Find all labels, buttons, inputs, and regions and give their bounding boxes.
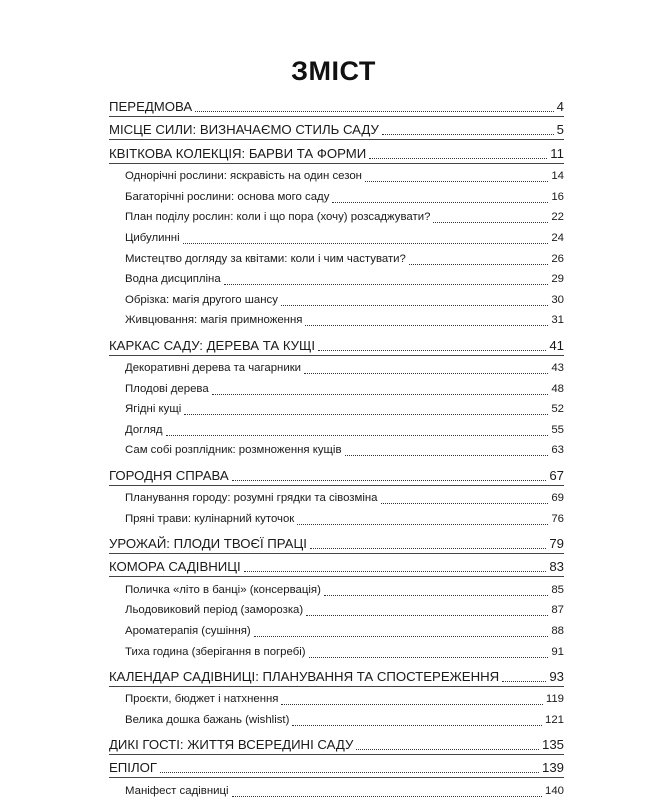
toc-page-number: 140: [544, 784, 564, 797]
toc-entry-label: Водна дисципліна: [125, 273, 221, 286]
dot-leader: [254, 636, 549, 637]
toc-entry-label: КАРКАС САДУ: ДЕРЕВА ТА КУЩІ: [109, 337, 316, 353]
toc-entry-label: Сам собі розплідник: розмноження кущів: [125, 444, 342, 457]
toc-subsection-entry: [109, 620, 564, 641]
toc-page-number: 48: [551, 382, 564, 395]
dot-leader: [232, 796, 542, 797]
toc-page-number: 14: [551, 170, 564, 183]
dot-leader: [292, 725, 542, 726]
toc-chapter-entry: [109, 554, 564, 577]
toc-subsection-entry: [109, 310, 564, 331]
toc-page-number: 55: [551, 423, 564, 436]
toc-entry-label: Однорічні рослини: яскравість на один сезон: [125, 170, 362, 183]
toc-subsection-entry: [109, 419, 564, 440]
dot-leader: [304, 373, 548, 374]
dot-leader: [409, 264, 548, 265]
toc-page-number: 52: [551, 403, 564, 416]
toc-subsection-entry: [109, 780, 564, 801]
toc-entry-label: Декоративні дерева та чагарники: [125, 362, 302, 375]
toc-page-number: 88: [551, 625, 564, 637]
toc-entry-label: Тиха година (зберігання в погребі): [125, 645, 306, 658]
toc-subsection-entry: [109, 641, 564, 662]
dot-leader: [281, 704, 542, 705]
toc-subsection-entry: [109, 508, 564, 529]
toc-subsection-entry: [109, 689, 564, 710]
toc-entry-label: КАЛЕНДАР САДІВНИЦІ: ПЛАНУВАННЯ ТА СПОСТЕРЕЖЕННЯ: [109, 668, 500, 684]
toc-page-number: 43: [551, 362, 564, 375]
dot-leader: [297, 524, 548, 525]
dot-leader: [356, 749, 539, 750]
toc-entry-label: Догляд: [125, 423, 163, 436]
toc-subsection-entry: [109, 600, 564, 621]
toc-entry-label: Багаторічні рослини: основа мого саду: [125, 190, 330, 203]
toc-page-number: 31: [551, 314, 564, 327]
toc-chapter-entry: [109, 732, 564, 755]
toc-entry-label: ГОРОДНЯ СПРАВА: [109, 467, 229, 483]
toc-page-number: 16: [551, 190, 564, 203]
toc-chapter-entry: [109, 462, 564, 485]
dot-leader: [382, 134, 554, 135]
toc-subsection-entry: [109, 166, 564, 187]
toc-subsection-entry: [109, 186, 564, 207]
toc-entry-label: Пряні трави: кулінарний куточок: [125, 512, 295, 525]
dot-leader: [502, 681, 546, 682]
toc-entry-label: Поличка «літо в банці» (консервація): [125, 583, 321, 596]
dot-leader: [433, 222, 548, 223]
toc-entry-label: Ягідні кущі: [125, 403, 182, 416]
toc-page-number: 76: [551, 512, 564, 525]
toc-page-number: 87: [551, 604, 564, 617]
dot-leader: [212, 394, 549, 395]
toc-chapter-entry: [109, 664, 564, 687]
toc-page-number: 63: [551, 444, 564, 457]
toc-page-number: 22: [551, 211, 564, 224]
toc-page-number: 24: [551, 231, 564, 244]
toc-entry-label: Льодовиковий період (заморозка): [125, 604, 304, 617]
toc-entry-label: Обрізка: магія другого шансу: [125, 293, 278, 306]
dot-leader: [305, 325, 548, 326]
toc-entry-label: КВІТКОВА КОЛЕКЦІЯ: БАРВИ ТА ФОРМИ: [109, 145, 367, 161]
dot-leader: [232, 480, 547, 481]
toc-page-number: 91: [551, 645, 564, 658]
dot-leader: [332, 202, 548, 203]
toc-entry-label: ДИКІ ГОСТІ: ЖИТТЯ ВСЕРЕДИНІ САДУ: [109, 737, 354, 753]
toc-chapter-entry: [109, 755, 564, 778]
toc-page-number: 41: [549, 337, 564, 353]
toc-page-number: 119: [545, 693, 564, 706]
dot-leader: [281, 305, 548, 306]
table-of-contents: [109, 94, 564, 801]
dot-leader: [184, 414, 548, 415]
toc-page-number: 69: [551, 492, 564, 505]
toc-page-number: 11: [550, 145, 564, 161]
dot-leader: [309, 657, 549, 658]
dot-leader: [369, 158, 547, 159]
toc-entry-label: Мистецтво догляду за квітами: коли і чим частувати?: [125, 252, 406, 265]
toc-subsection-entry: [109, 289, 564, 310]
toc-subsection-entry: [109, 488, 564, 509]
toc-subsection-entry: [109, 269, 564, 290]
toc-entry-label: ЕПІЛОГ: [109, 760, 157, 776]
toc-entry-label: ПЕРЕДМОВА: [109, 99, 193, 115]
toc-page-number: 85: [551, 583, 564, 596]
toc-page-number: 4: [556, 99, 564, 115]
toc-subsection-entry: [109, 709, 564, 730]
toc-chapter-entry: [109, 332, 564, 355]
dot-leader: [324, 595, 548, 596]
toc-page-number: 135: [541, 737, 564, 753]
toc-entry-label: МІСЦЕ СИЛИ: ВИЗНАЧАЄМО СТИЛЬ САДУ: [109, 122, 379, 138]
toc-page-number: 79: [549, 536, 564, 552]
toc-entry-label: Плодові дерева: [125, 382, 209, 395]
dot-leader: [310, 548, 546, 549]
toc-subsection-entry: [109, 579, 564, 600]
toc-entry-label: Проєкти, бюджет і натхнення: [125, 693, 279, 706]
toc-page-number: 139: [541, 760, 564, 776]
toc-subsection-entry: [109, 399, 564, 420]
toc-entry-label: КОМОРА САДІВНИЦІ: [109, 559, 241, 575]
dot-leader: [224, 284, 549, 285]
toc-entry-label: Маніфест садівниці: [125, 784, 229, 797]
toc-chapter-entry: [109, 531, 564, 554]
dot-leader: [160, 772, 539, 773]
dot-leader: [195, 111, 553, 112]
dot-leader: [365, 181, 548, 182]
dot-leader: [166, 435, 549, 436]
toc-chapter-entry: [109, 140, 564, 163]
dot-leader: [306, 615, 548, 616]
toc-page-number: 26: [551, 252, 564, 265]
dot-leader: [345, 455, 549, 456]
page-title: ЗМІСТ: [291, 56, 376, 86]
toc-page-number: 30: [551, 293, 564, 306]
toc-entry-label: Цибулинні: [125, 231, 180, 244]
dot-leader: [318, 350, 546, 351]
dot-leader: [183, 243, 549, 244]
toc-subsection-entry: [109, 358, 564, 379]
toc-page-number: 83: [549, 559, 564, 575]
toc-entry-label: Ароматерапія (сушіння): [125, 625, 251, 637]
toc-entry-label: Живцювання: магія примноження: [125, 314, 303, 327]
toc-entry-label: Планування городу: розумні грядки та сівозміна: [125, 492, 378, 505]
toc-page-number: 121: [544, 713, 564, 726]
toc-entry-label: Велика дошка бажань (wishlist): [125, 713, 290, 726]
toc-subsection-entry: [109, 440, 564, 461]
toc-subsection-entry: [109, 227, 564, 248]
toc-chapter-entry: [109, 94, 564, 117]
toc-page-number: 93: [549, 668, 564, 684]
toc-entry-label: План поділу рослин: коли і що пора (хочу) розсаджувати?: [125, 211, 431, 224]
toc-subsection-entry: [109, 248, 564, 269]
toc-subsection-entry: [109, 207, 564, 228]
toc-page-number: 5: [556, 122, 564, 138]
toc-page-number: 67: [549, 467, 564, 483]
toc-entry-label: УРОЖАЙ: ПЛОДИ ТВОЄЇ ПРАЦІ: [109, 536, 307, 552]
dot-leader: [381, 503, 549, 504]
dot-leader: [244, 571, 547, 572]
toc-page-number: 29: [551, 273, 564, 286]
toc-chapter-entry: [109, 117, 564, 140]
toc-subsection-entry: [109, 378, 564, 399]
